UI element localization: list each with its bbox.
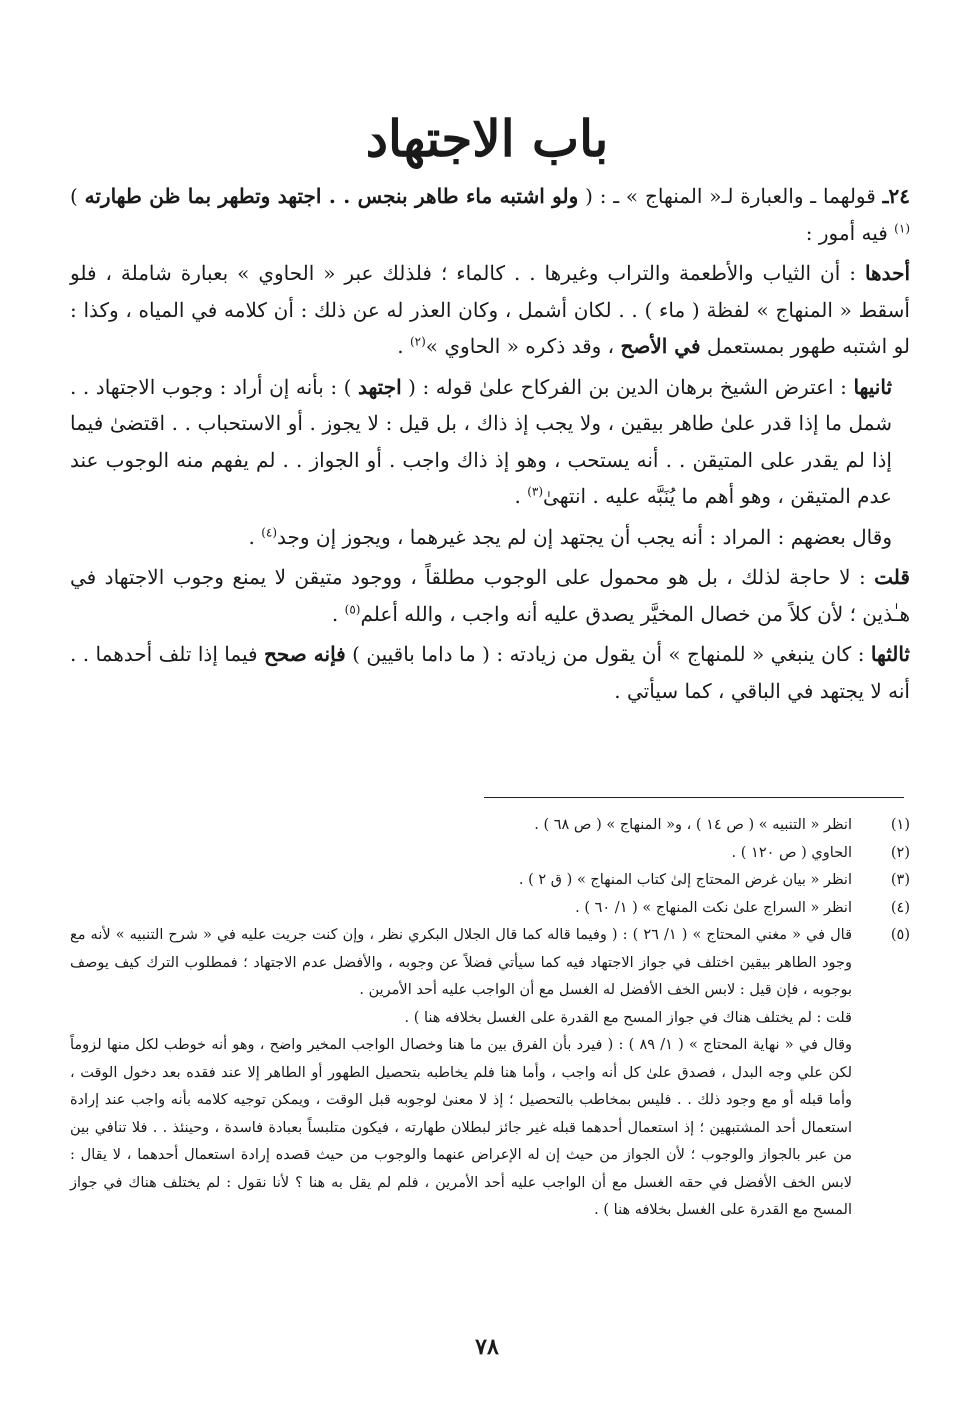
issue-intro: قولهما ـ والعبارة لـ« المنهاج » ـ : ( [578, 184, 876, 208]
footnote-text [70, 895, 852, 923]
footnote-1 [70, 812, 910, 840]
footnote-line: قال في « مغني المحتاج » ( ١/ ٢٦ ) : ( وفيما قاله كما قال الجلال البكري نظر ، وإن كنت جريت عليه في « شرح التنبيه » لأنه مع وجود الطاهر بيقين اختلف في جواز الاجتهاد فيه كما سيأتي فضلاً عن وجوبه ، والأفضل عدم الاجتهاد ؛ فمطلوب الترك كيف يوصف بوجوبه ، فإن قيل : لابس الخف الأفضل له الغسل مع أن الواجب عليه أحد الأمرين . [70, 927, 852, 998]
paragraph-fourth [70, 636, 910, 709]
footnotes [70, 812, 910, 1225]
footnote-line: انظر « التنبيه » ( ص ١٤ ) ، و« المنهاج » ( ص ٦٨ ) . [534, 817, 852, 833]
qultu-end: . [331, 601, 345, 626]
fourth-text-cont: فيما إذا تلف أحدهما . . أنه لا يجتهد في الباقي ، كما سيأتي . [70, 642, 910, 703]
footnote-line: الحاوي ( ص ١٢٠ ) . [731, 844, 852, 861]
first-text-cont: ، وقد ذكره « الحاوي » [425, 334, 621, 358]
footnote-number: (٢) [890, 844, 910, 861]
footnote-4 [70, 895, 910, 923]
paragraph-first [70, 255, 910, 365]
page-number: ٧٨ [475, 1334, 499, 1360]
footnote-ref-1[interactable]: (١) [894, 220, 910, 235]
paragraph-second [70, 369, 910, 515]
first-text: : أن الثياب والأطعمة والتراب وغيرها . . كالماء ؛ فلذلك عبر « الحاوي » بعبارة شاملة ، فلو أسقط « المنهاج » لفظة ( ماء ) . . لكان أشمل ، وكان العذر له عن ذلك : أن كلامه في المياه ، وكذا : لو اشتبه طهور بمستعمل [70, 261, 910, 358]
footnote-text [70, 840, 852, 868]
footnote-number: (٣) [890, 872, 910, 888]
fourth-text: : كان ينبغي « للمنهاج » أن يقول من زيادته : ( ما داما باقيين ) [345, 642, 871, 666]
third-text: وقال بعضهم : المراد : أنه يجب أن يجتهد إن لم يجد غيرهما ، ويجوز إن وجد [277, 524, 892, 549]
footnote-line: وقال في « نهاية المحتاج » ( ١/ ٨٩ ) : ( فيرد بأن الفرق بين ما هنا وخصال الواجب المخير واضح ، وهو أنه خوطب لكل منها لزوماً لكن علي وجه البدل ، فصدق علىٰ كل أنه واجب ، وأما هنا فلم يخاطبه بتحصيل الطهور أو الطاهر إلا عند فقده بعد دخول الوقت ، وأما قبله أو مع وجود ذلك . . فليس بمخاطب بالتحصيل ؛ إذ لا معنىٰ لوجوبه قبل الوقت ، ويمكن توجيه كلامه بأنه واجب عند إرادة استعمال أحد المشتبهين ؛ إذ استعمال أحدهما قبله غير جائز لبطلان طهارته ، فيكون متلبساً بعبادة فاسدة ، وحينئذ . . فلا تنافي بين من عبر بالجواز والوجوب ؛ لأن الجواز من حيث إن له الإعراض عنهما والوجوب من حيث قصده إرادة استعمال أحدهما ، لا يقال : لابس الخف الأفضل في حقه الغسل مع أن الواجب عليه أحد الأمرين ، فلم لم يقل به هنا ؟ لأنا نقول : لم يختلف هناك في جواز المسح مع القدرة على الغسل بخلافه هنا ) . [70, 1037, 853, 1218]
footnote-ref-3[interactable]: (٣) [527, 484, 544, 499]
footnote-line: قلت : لم يختلف هناك في جواز المسح مع القدرة على الغسل بخلافه هنا ) . [404, 1009, 852, 1026]
footnote-text [70, 867, 852, 895]
footnote-2 [70, 840, 910, 868]
quote-close: ) [70, 184, 85, 208]
footnote-line: انظر « بيان غرض المحتاج إلىٰ كتاب المنهاج » ( ق ٢ ) . [518, 872, 852, 888]
paragraph-24 [70, 178, 910, 251]
footnote-line: انظر « السراج علىٰ نكت المنهاج » ( ١/ ٦٠ ) . [575, 899, 852, 916]
qultu-text: : لا حاجة لذلك ، بل هو محمول على الوجوب مطلقاً ، ووجود متيقن لا يمنع وجوب الاجتهاد في هـٰذين ؛ لأن كلاً من خصال المخيَّر يصدق عليه أنه واجب ، والله أعلم [70, 565, 910, 626]
footnote-text [70, 812, 852, 840]
footnote-ref-2[interactable]: (٢) [409, 334, 426, 349]
first-end: . [397, 334, 410, 358]
issue-number: ٢٤ـ [882, 184, 910, 208]
second-text: : اعترض الشيخ برهان الدين بن الفركاح علىٰ قوله : ( [401, 374, 854, 399]
matn-quote: ولو اشتبه ماء طاهر بنجس . . اجتهد وتطهر بما ظن طهارته [84, 184, 579, 208]
footnote-ref-4[interactable]: (٤) [261, 524, 278, 539]
first-label: أحدها [864, 261, 910, 285]
paragraph-qultu [70, 559, 910, 632]
second-bold: اجتهد [357, 374, 402, 399]
third-end: . [248, 524, 262, 549]
issue-intro-end: فيه أمور : [805, 220, 895, 245]
fourth-label: ثالثها [870, 642, 910, 666]
second-text-cont: ) : بأنه إن أراد : وجوب الاجتهاد . . شمل ما إذا قدر علىٰ طاهر بيقين ، ولا يجب إذ ذاك ، بل قيل : لا يجوز . أو الاستحباب . . اقتضىٰ فيما إذا لم يقدر على المتيقن . . أنه يستحب ، وهو إذ ذاك واجب . أو الجواز . . لم يفهم منه الوجوب عند عدم المتيقن ، وهو أهم ما يُنَبَّه عليه . انتهىٰ [70, 374, 892, 508]
main-text [70, 178, 910, 713]
footnote-5 [70, 922, 910, 1225]
fourth-bold: فإنه صحح [263, 642, 346, 666]
paragraph-third [70, 519, 910, 556]
footnote-3 [70, 867, 910, 895]
footnote-separator [484, 797, 904, 798]
first-bold: في الأصح [620, 334, 701, 358]
footnote-number: (٥) [890, 927, 910, 943]
second-end: . [514, 484, 528, 508]
footnote-number: (١) [890, 817, 910, 833]
footnote-ref-5[interactable]: (٥) [344, 601, 361, 616]
footnote-number: (٤) [890, 899, 910, 916]
chapter-title: باب الاجتهاد [365, 109, 609, 168]
qultu-label: قلت [874, 565, 910, 589]
footnote-text [70, 922, 852, 1225]
second-label: ثانيها [853, 374, 893, 399]
